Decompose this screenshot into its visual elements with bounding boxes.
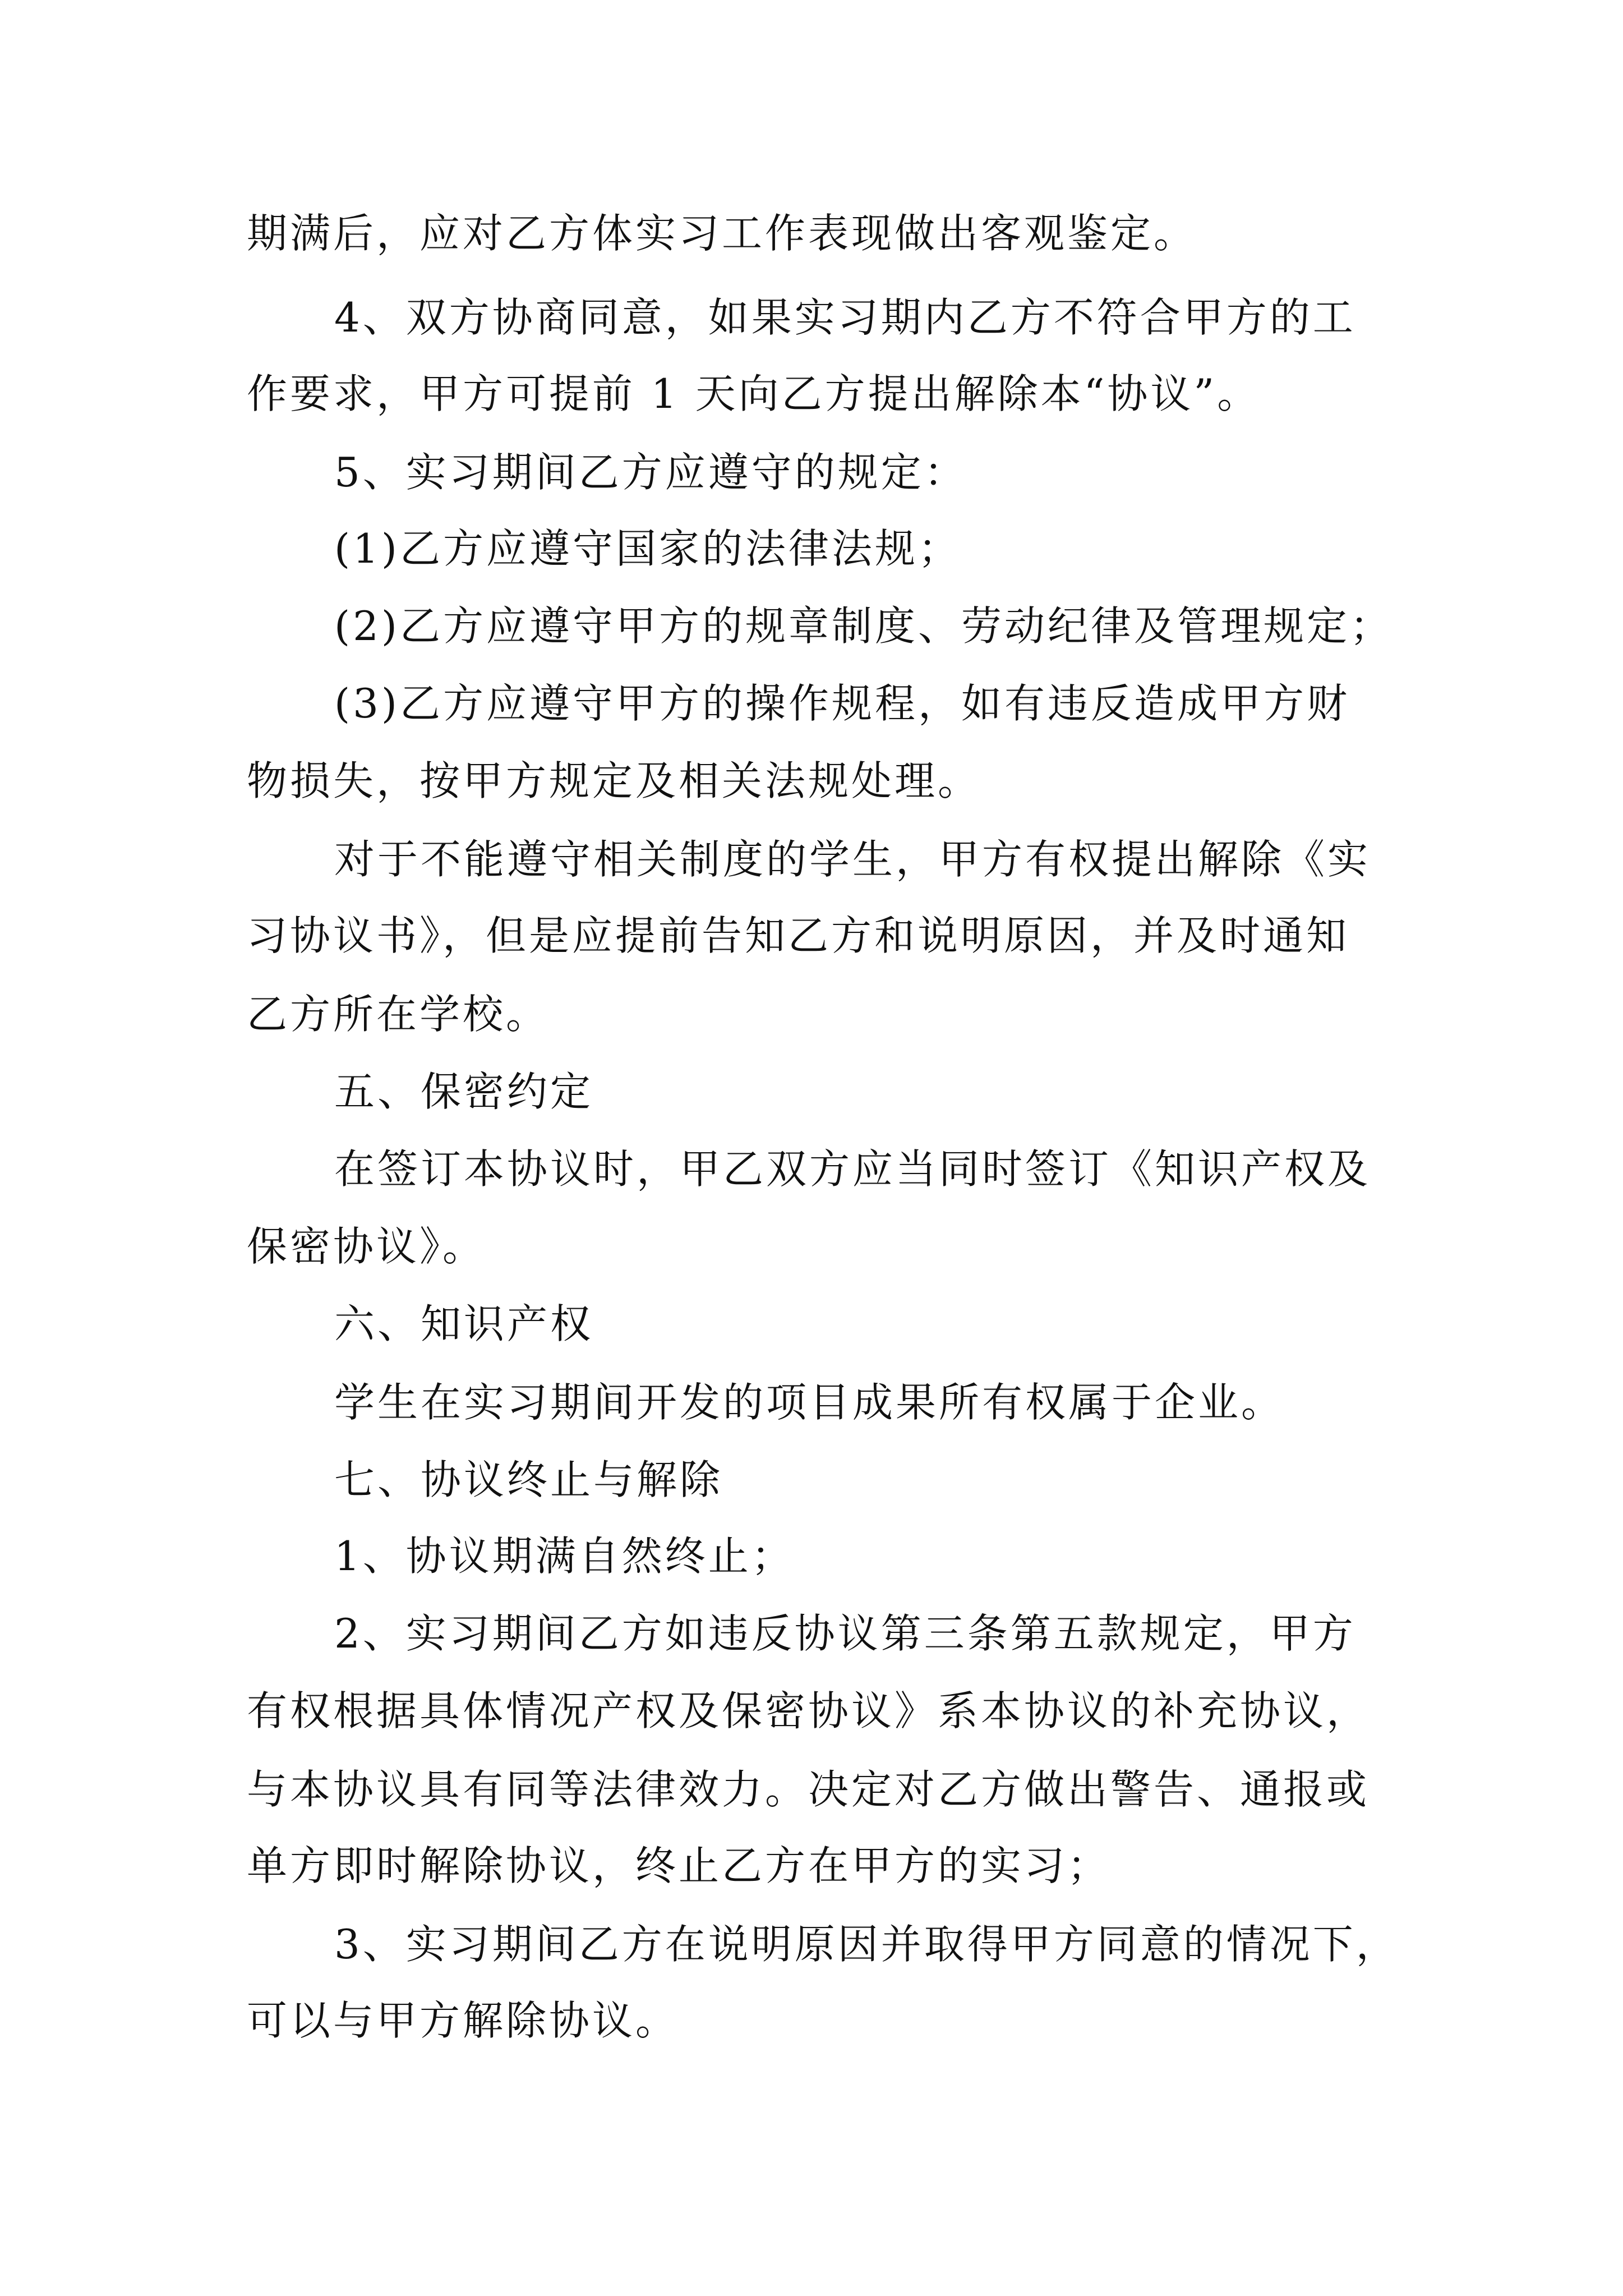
text-line: 1、协议期满自然终止； — [334, 1533, 795, 1580]
text-line: 与本协议具有同等法律效力。决定对乙方做出警告、通报或 — [247, 1766, 1370, 1813]
text-line: 期满后，应对乙方体实习工作表现做出客观鉴定。 — [247, 210, 1197, 257]
text-line: 作要求，甲方可提前 1 天向乙方提出解除本“协议”。 — [247, 370, 1261, 417]
text-line: (2)乙方应遵守甲方的规章制度、劳动纪律及管理规定； — [334, 602, 1393, 650]
text-line: 单方即时解除协议，终止乙方在甲方的实习； — [247, 1842, 1111, 1889]
section-heading: 六、知识产权 — [334, 1300, 594, 1347]
text-line: 习协议书》，但是应提前告知乙方和说明原因，并及时通知 — [247, 912, 1350, 959]
text-line: 保密协议》。 — [247, 1223, 486, 1270]
text-line: 5、实习期间乙方应遵守的规定： — [334, 449, 967, 496]
text-line: 2、实习期间乙方如违反协议第三条第五款规定，甲方 — [334, 1610, 1356, 1657]
text-line: 对于不能遵守相关制度的学生，甲方有权提出解除《实 — [334, 836, 1371, 883]
text-line: 乙方所在学校。 — [247, 991, 550, 1038]
text-line: (1)乙方应遵守国家的法律法规； — [334, 525, 961, 572]
text-line: 可以与甲方解除协议。 — [247, 1997, 679, 2044]
text-line: 学生在实习期间开发的项目成果所有权属于企业。 — [334, 1379, 1285, 1426]
text-line: 有权根据具体情况产权及保密协议》系本协议的补充协议， — [247, 1687, 1370, 1734]
section-heading: 五、保密约定 — [334, 1068, 594, 1115]
text-line: 物损失，按甲方规定及相关法规处理。 — [247, 757, 981, 804]
text-line: (3)乙方应遵守甲方的操作规程，如有违反造成甲方财 — [334, 680, 1350, 727]
section-heading: 七、协议终止与解除 — [334, 1456, 723, 1503]
text-line: 3、实习期间乙方在说明原因并取得甲方同意的情况下， — [334, 1921, 1399, 1968]
text-line: 在签订本协议时，甲乙双方应当同时签订《知识产权及 — [334, 1145, 1371, 1193]
text-line: 4、双方协商同意，如果实习期内乙方不符合甲方的工 — [334, 294, 1356, 341]
